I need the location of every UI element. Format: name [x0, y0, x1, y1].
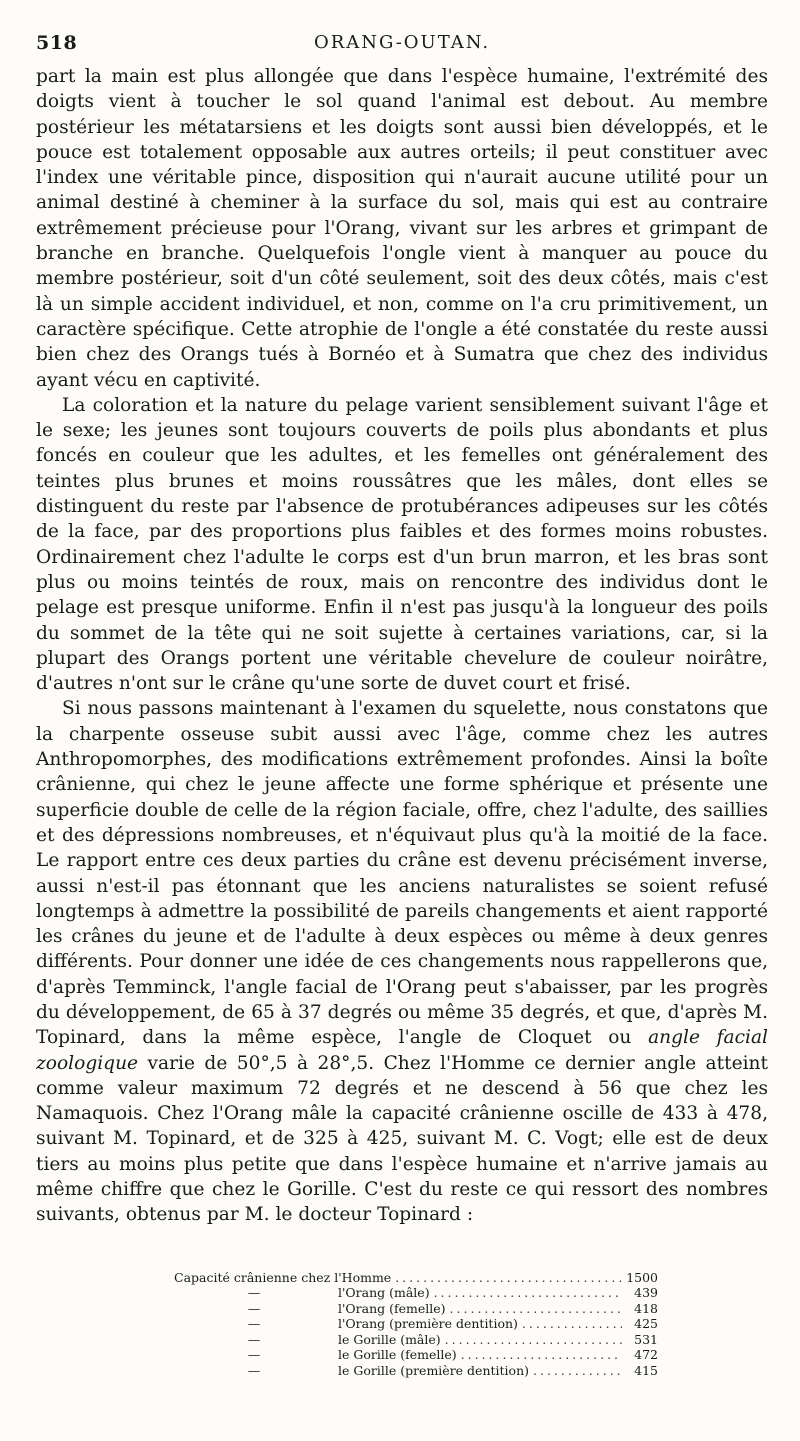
running-title: ORANG-OUTAN. [313, 32, 491, 53]
leader-dots [518, 1316, 622, 1332]
row-label: l'Orang (première dentition) [337, 1316, 518, 1332]
page-number: 518 [36, 32, 78, 54]
table-row [174, 1316, 658, 1332]
table-row [174, 1270, 658, 1286]
paragraph-2: La coloration et la nature du pelage varient sensiblement suivant l'âge et le sexe; les jeunes sont toujours couverts de poils plus abondants et plus foncés en couleur que les adultes, et les femelles ont généralement des teintes plus brunes et moins roussâtres que les mâles, dont elles se distinguent du reste par l'absence de protubérances adipeuses sur les côtés de la face, par des proportions plus faibles et des formes moins robustes. Ordinairement chez l'adulte le corps est d'un brun marron, et les bras sont plus ou moins teintés de roux, mais on rencontre des individus dont le pelage est presque uniforme. Enfin il n'est pas jusqu'à la longueur des poils du sommet de la tête qui ne soit sujette à certaines variations, car, si la plupart des Orangs portent une véritable chevelure de couleur noirâtre, d'autres n'ont sur le crâne qu'une sorte de duvet court et frisé. [36, 394, 768, 695]
row-label: l'Orang (femelle) [337, 1300, 446, 1316]
row-value: 418 [634, 1300, 658, 1316]
row-value: 439 [634, 1285, 658, 1301]
ditto-dash: — [247, 1347, 261, 1363]
row-label: le Gorille (mâle) [337, 1331, 441, 1347]
table-row [174, 1363, 658, 1379]
leader-dots [430, 1285, 622, 1301]
paragraph-3-part-b: varie de 50°,5 à 28°,5. Chez l'Homme ce dernier angle atteint comme valeur maximum 72 degrés et ne descend à 56 que chez les Namaquois. Chez l'Orang mâle la capacité crânienne oscille de 433 à 478, suivant M. Topinard, et de 325 à 425, suivant M. C. Vogt; elle est de deux tiers au moins plus petite que dans l'espèce humaine et n'arrive jamais au même chiffre que chez le Gorille. C'est du reste ce qui ressort des nombres suivants, obtenus par M. le docteur Topinard : [36, 1052, 768, 1226]
ditto-dash: — [247, 1300, 261, 1316]
ditto-dash: — [247, 1362, 261, 1378]
row-value: 1500 [626, 1269, 658, 1285]
row-label: l'Orang (mâle) [337, 1285, 430, 1301]
row-value: 425 [634, 1316, 658, 1332]
italic-term: angle facial zoologique [36, 1027, 768, 1074]
row-value: 472 [634, 1347, 658, 1363]
table-row [174, 1332, 658, 1348]
leader-dots [446, 1301, 622, 1317]
table-lead: Capacité crânienne chez [174, 1269, 331, 1285]
table-row [174, 1285, 658, 1301]
paragraph-3 [36, 696, 768, 1227]
ditto-dash: — [247, 1285, 261, 1301]
row-label: l'Homme [334, 1269, 392, 1285]
row-value: 415 [634, 1362, 658, 1378]
leader-dots [441, 1332, 622, 1348]
ditto-dash: — [247, 1316, 261, 1332]
table-row [174, 1301, 658, 1317]
row-label: le Gorille (première dentition) [337, 1362, 529, 1378]
leader-dots [457, 1347, 622, 1363]
paragraph-1: part la main est plus allongée que dans l'espèce humaine, l'extrémité des doigts vient à toucher le sol quand l'animal est debout. Au membre postérieur les métatarsiens et les doigts sont aussi bien développés, et le pouce est totalement opposable aux autres orteils; il peut constituer avec l'index une véritable pince, disposition qui n'aurait aucune utilité pour un animal destiné à cheminer à la surface du sol, mais qui est au contraire extrêmement précieuse pour l'Orang, vivant sur les arbres et grimpant de branche en branche. Quelquefois l'ongle vient à manquer au pouce du membre postérieur, soit d'un côté seulement, soit des deux côtés, mais c'est là un simple accident individuel, et non, comme on l'a cru primitivement, un caractère spécifique. Cette atrophie de l'ongle a été constatée du reste aussi bien chez des Orangs tués à Bornéo et à Sumatra que chez des individus ayant vécu en captivité. [36, 66, 768, 391]
paragraph-3-part-a: Si nous passons maintenant à l'examen du squelette, nous constatons que la charpente osseuse subit aussi avec l'âge, comme chez les autres Anthropomorphes, des modifications extrêmement profondes. Ainsi la boîte crânienne, qui chez le jeune affecte une forme sphérique et présente une superficie double de celle de la région faciale, offre, chez l'adulte, des saillies et des dépressions nombreuses, et n'équivaut plus qu'à la moitié de la face. Le rapport entre ces deux parties du crâne est devenu précisément inverse, aussi n'est-il pas étonnant que les anciens naturalistes se soient refusé longtemps à admettre la possibilité de pareils changements et aient rapporté les crânes du jeune et de l'adulte à deux espèces ou même à deux genres différents. Pour donner une idée de ces changements nous rappellerons que, d'après Temminck, l'angle facial de l'Orang peut s'abaisser, par les progrès du développement, de 65 à 37 degrés ou même 35 degrés, et que, d'après M. Topinard, dans la même espèce, l'angle de Cloquet ou [36, 698, 768, 1049]
page [36, 28, 768, 1378]
leader-dots [529, 1363, 622, 1379]
table-row [174, 1347, 658, 1363]
running-header [36, 28, 768, 64]
row-value: 531 [634, 1331, 658, 1347]
row-label: le Gorille (femelle) [337, 1347, 457, 1363]
body-text [36, 64, 768, 1228]
leader-dots [391, 1270, 622, 1286]
cranial-capacity-table [174, 1270, 658, 1379]
ditto-dash: — [247, 1331, 261, 1347]
